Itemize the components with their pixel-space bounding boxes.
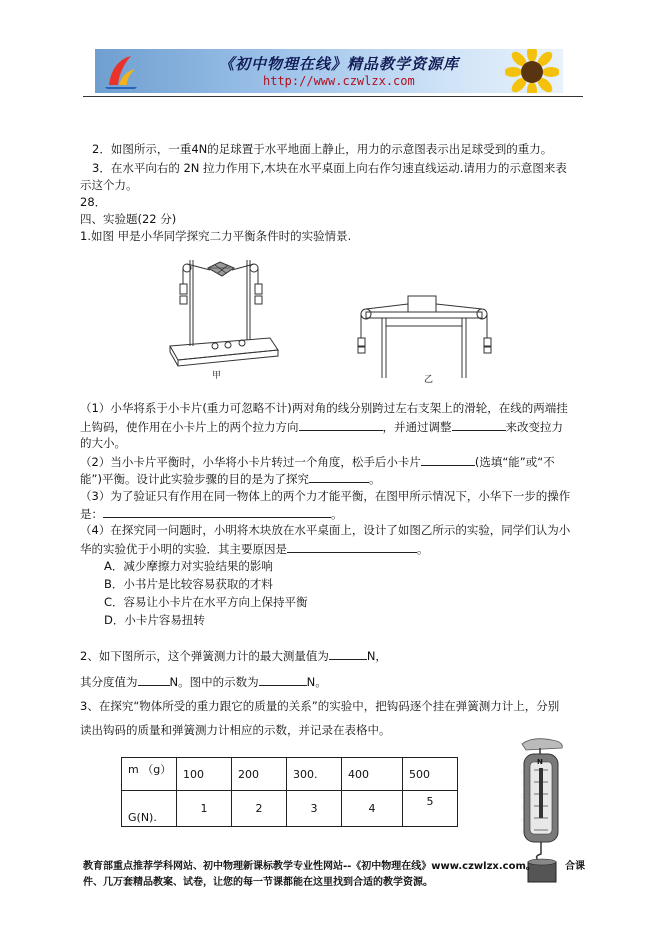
site-logo-icon — [101, 51, 141, 91]
header-rule — [83, 96, 583, 97]
question-3-line1: 3．在水平向右的 2N 拉力作用下,木块在水平桌面上向右作匀速直线运动.请用力的示意图来表 — [92, 161, 567, 175]
table-cell: 3 — [287, 791, 342, 827]
footer-line1: 教育部重点推荐学科网站、初中物理新课标教学专业性网站--《初中物理在线》www.czwlzx.com。 — [83, 861, 536, 872]
mass-weight-table — [121, 757, 458, 827]
blank-adjust[interactable] — [452, 418, 506, 431]
question-2: 2．如图所示，一重4N的足球置于水平地面上静止，用力的示意图表示出足球受到的重力。 — [92, 142, 553, 156]
e2-line1: 2、如下图所示，这个弹簧测力计的最大测量值为 N， — [80, 649, 387, 663]
option-d: D．小卡片容易扭转 — [104, 613, 205, 627]
table-cell: 100 — [177, 758, 232, 791]
option-a: A．减少摩擦力对实验结果的影响 — [104, 559, 273, 573]
blank-next-step[interactable] — [103, 505, 331, 518]
footer-line1-tail: 合课 — [565, 861, 585, 872]
scale-tick-labels-left: 0 1 2 3 4 5 — [520, 769, 524, 836]
e1-part3-line1: （3）为了验证只有作用在同一物体上的两个力才能平衡，在图甲所示情况下，小华下一步的操作 — [80, 489, 571, 503]
e1-part1-line1: （1）小华将系于小卡片(重力可忽略不计)两对角的线分别跨过左右支架上的滑轮，在线的两端挂 — [80, 401, 568, 415]
table-cell: 200 — [232, 758, 287, 791]
table-cell: 1 — [177, 791, 232, 827]
sunflower-icon — [505, 49, 559, 93]
e2-line2: 其分度值为 N。图中的示数为 N。 — [80, 675, 327, 689]
figure-jia-apparatus — [160, 246, 280, 386]
e1-part1-line3: 的大小。 — [80, 436, 126, 450]
figure-yi-label: 乙 — [424, 375, 434, 385]
e1-part1-line2: 上钩码，使作用在小卡片上的两个拉力方向 ，并通过调整 来改变拉力 — [80, 420, 563, 434]
blank-reading[interactable] — [259, 673, 307, 686]
e3-line1: 3、在探究“物体所受的重力跟它的质量的关系”的实验中，把钩码逐个挂在弹簧测力计上，分别 — [80, 699, 560, 713]
e1-part4-line1: （4）在探究同一问题时，小明将木块放在水平桌面上，设计了如图乙所示的实验，同学们认为小 — [80, 523, 571, 537]
table-cell: 400 — [342, 758, 403, 791]
table-header-m: m （g） — [122, 758, 177, 791]
table-cell: 300. — [287, 758, 342, 791]
question-3-line2: 示这个力。 — [80, 178, 138, 192]
e3-line2: 读出钩码的质量和弹簧测力计相应的示数，并记录在表格中。 — [80, 723, 391, 737]
table-header-g: G(N). — [122, 791, 177, 827]
blank-max-value[interactable] — [329, 647, 367, 660]
option-c: C．容易让小卡片在水平方向上保持平衡 — [104, 595, 308, 609]
table-cell: 500 — [403, 758, 458, 791]
figure-yi-apparatus — [348, 290, 498, 386]
table-cell: 2 — [232, 791, 287, 827]
banner-title: 《初中物理在线》精品教学资源库 — [219, 55, 460, 73]
figure-jia-label: 甲 — [212, 371, 222, 381]
footer-line2: 件、几万套精品教案、试卷，让您的每一节课都能在这里找到合适的教学资源。 — [83, 877, 433, 888]
banner-url[interactable]: http://www.czwlzx.com — [263, 74, 415, 88]
scale-unit-label: N — [537, 758, 543, 766]
blank-balance[interactable] — [421, 453, 475, 466]
site-banner — [95, 49, 563, 93]
experiment-1-intro: 1.如图 甲是小华同学探究二力平衡条件时的实验情景. — [80, 229, 352, 243]
e1-part3-line2: 是： 。 — [80, 507, 343, 521]
blank-reason[interactable] — [287, 540, 417, 553]
e1-part4-line2: 华的实验优于小明的实验．其主要原因是 。 — [80, 542, 429, 556]
section-heading: 四、实验题(22 分) — [80, 212, 177, 226]
question-28: 28． — [80, 195, 107, 209]
blank-direction[interactable] — [299, 418, 383, 431]
e1-part2-line1: （2）当小卡片平衡时，小华将小卡片转过一个角度，松手后小卡片 (选填“能”或“不 — [80, 455, 555, 469]
blank-explore[interactable] — [309, 470, 369, 483]
table-cell: 4 — [342, 791, 403, 827]
blank-division[interactable] — [138, 673, 170, 686]
table-cell: 5 — [403, 791, 458, 827]
e1-part2-line2: 能”)平衡。设计此实验步骤的目的是为了探究 。 — [80, 472, 381, 486]
option-b: B．小书片是比较容易获取的才料 — [104, 577, 273, 591]
